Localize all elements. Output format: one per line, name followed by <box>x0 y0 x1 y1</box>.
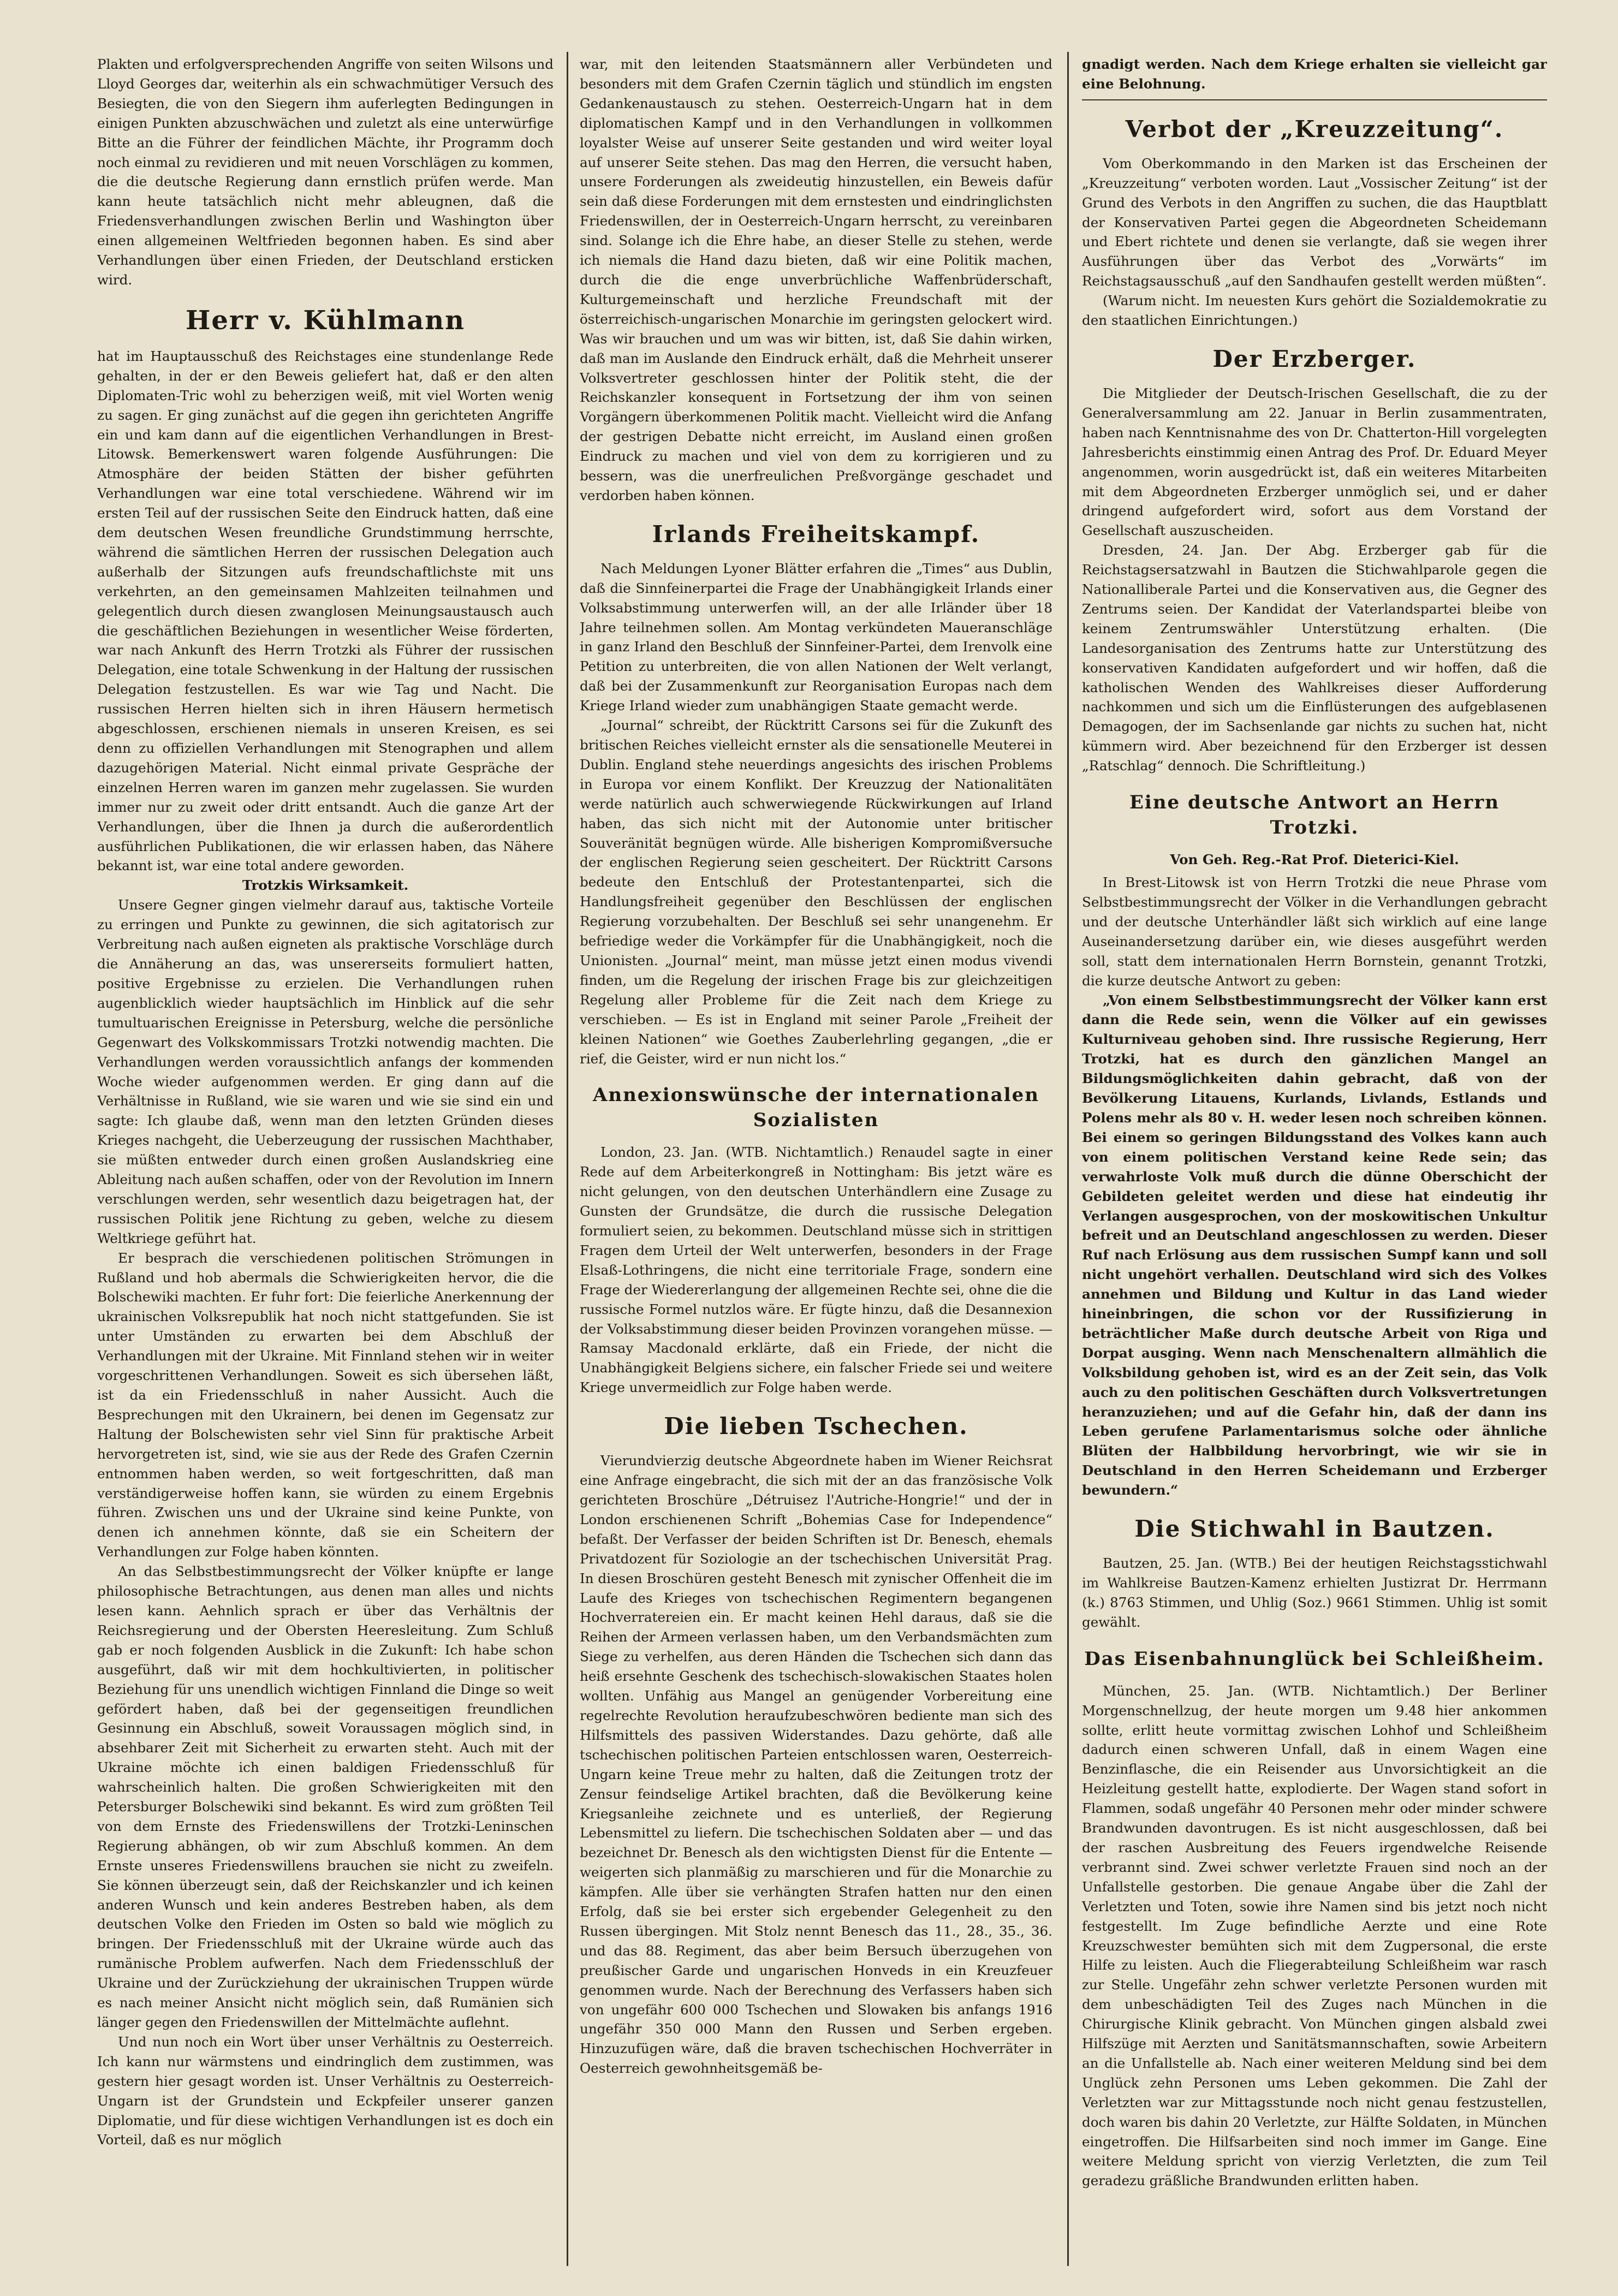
paragraph: London, 23. Jan. (WTB. Nichtamtlich.) Renaudel sagte in einer Rede auf dem Arbeiterkongreß in Nottingham: Bis jetzt wäre es nicht gelungen, von den deutschen Unterhändlern eine Zusage zu Gunsten der Grundsätze, die durch die russische Delegation formuliert seien, zu bekommen. Deutschland müsse sich in strittigen Fragen dem Urteil der Welt unterwerfen, besonders in der Frage Elsaß-Lothringens, die nicht eine territoriale Frage, sondern eine Frage der Wiedererlangung der allgemeinen Rechte sei, ohne die die russische Formel nutzlos wäre. Er fügte hinzu, daß die Desannexion der Volksabstimmung dieser beiden Provinzen vorangehen müsse. — Ramsay Macdonald erklärte, daß ein Friede, der nicht die Unabhängigkeit Belgiens sichere, ein falscher Friede sei und weitere Kriege unvermeidlich zur Folge haben werde. <box>580 1144 1052 1396</box>
headline-kreuzzeitung: Verbot der „Kreuzzeitung“. <box>1125 115 1504 142</box>
paragraph: München, 25. Jan. (WTB. Nichtamtlich.) Der Berliner Morgenschnellzug, der heute morgen um 9.48 hier ankommen sollte, erlitt heute vormittag zwischen Lohhof und Schleißheim dadurch einen schweren Unfall, daß in einem Wagen eine Benzinflasche, die ein Reisender aus Unvorsichtigkeit an die Heizleitung gestellt hatte, explodierte. Der Wagen stand sofort in Flammen, sodaß ungefähr 40 Personen mehr oder minder schwere Brandwunden davontrugen. Es ist nicht ausgeschlossen, daß bei der raschen Ausbreitung des Feuers irgendwelche Reisende verbrannt sind. Zwei schwer verletzte Frauen sind noch an der Unfallstelle gestorben. Die genaue Angabe über die Zahl der Verletzten und Toten, sowie ihre Namen sind bis jetzt noch nicht festgestellt. Im Zuge befindliche Aerzte und eine Rote Kreuzschwester bemühten sich mit dem Zugpersonal, die erste Hilfe zu leisten. Auch die Fliegerabteilung Schleißheim war rasch zur Stelle. Ungefähr zehn schwer verletzte Personen wurden mit dem unbeschädigten Teil des Zuges nach München in die Chirurgische Klinik gebracht. Von München gingen alsbald zwei Hilfszüge mit Aerzten und Sanitätsmannschaften, sowie Arbeitern an die Unfallstelle ab. Nach einer weiteren Meldung sind bei dem Unglück zehn Personen ums Leben gekommen. Die Zahl der Verletzten war zur Mittagsstunde noch nicht genau festzustellen, doch waren bis dahin 20 Verletzte, zur Hälfte Soldaten, in München eingetroffen. Die Hilfsarbeiten sind noch immer im Gange. Eine weitere Meldung spricht von vierzig Verletzten, die zum Teil geradezu gräßliche Brandwunden erlitten haben. <box>1082 1682 1547 2189</box>
paragraph: Vom Oberkommando in den Marken ist das Erscheinen der „Kreuzzeitung“ verboten worden. Laut „Vossischer Zeitung“ ist der Grund des Verbots in den Angriffen zu suchen, die das Hauptblatt der Konservativen Partei gegen die Abgeordneten Scheidemann und Ebert richtete und denen sie verlangte, daß sie wegen ihrer Ausführungen über das Verbot des „Vorwärts“ im Reichstagsausschuß „auf den Sandhaufen gestellt werden müßten“. <box>1082 155 1547 289</box>
column-rule <box>567 52 568 2266</box>
column-middle <box>580 55 1052 2263</box>
separator <box>1082 99 1547 100</box>
paragraph: „Journal“ schreibt, der Rücktritt Carsons sei für die Zukunft des britischen Reiches vielleicht ernster als die sensationelle Meuterei in Dublin. England stehe neuerdings angesichts des irischen Problems in Europa vor einem Konflikt. Der Kreuzzug der Nationalitäten werde natürlich auch schwerwiegende Rückwirkungen auf Irland haben, das sich nicht mit der Autonomie unter britischer Souveränität begnügen würde. Alle bisherigen Kompromißversuche der englischen Regierung seien gescheitert. Der Rücktritt Carsons bedeute den Entschluß der Protestantenpartei, sich die Handlungsfreiheit gegenüber den Beschlüssen der englischen Regierung vorzubehalten. Der Beschluß sei sehr unangenehm. Er befriedige weder die Vorkämpfer für die Unabhängigkeit, noch die Unionisten. „Journal“ meint, man müsse jetzt einen modus vivendi finden, um die Regelung der irischen Frage bis zur gleichzeitigen Regelung aller Probleme für die Zeit nach dem Kriege zu verschieben. — Es ist in England mit seiner Parole „Freiheit der kleinen Nationen“ wie Goethes Zauberlehrling gegangen, „die er rief, die Geister, wird er nun nicht los.“ <box>580 717 1052 1067</box>
headline-kuehlmann: Herr v. Kühlmann <box>185 305 466 336</box>
article-continuation: Plakten und erfolgversprechenden Angriffe von seiten Wilsons und Lloyd Georges dar, weiterhin als ein schwachmütiger Versuch des Besiegten, die von den Siegern ihm auferlegten Bedingungen in einigen Punkten abzuschwächen und zuletzt als eine unterwürfige Bitte an die Führer der feindlichen Mächte, ihr Programm doch noch einmal zu revidieren und mit neuen Vorschlägen zu kommen, die die deutsche Regierung dann ernstlich prüfen werde. Man kann heute tatsächlich nicht mehr ableugnen, daß die Friedensverhandlungen zwischen Berlin und Washington über einen allgemeinen Weltfrieden begonnen haben. Es sind aber Verhandlungen über einen Frieden, der Deutschland ersticken wird. <box>97 56 554 288</box>
paragraph: An das Selbstbestimmungsrecht der Völker knüpfte er lange philosophische Betrachtungen, aus denen man alles und nichts lesen kann. Aehnlich sprach er über das Verhältnis der Reichsregierung und der Obersten Heeresleitung. Zum Schluß gab er noch folgenden Ausblick in die Zukunft: Ich habe schon ausgeführt, daß wir mit dem hochkultivierten, in politischer Beziehung für uns unendlich wichtigen Finnland die Dinge so weit gefördert haben, daß bei der gegenseitigen freundlichen Gesinnung ein Abschluß, soweit Voraussagen möglich sind, in absehbarer Zeit mit Sicherheit zu erwarten steht. Auch mit der Ukraine möchte ich einen baldigen Friedensschluß für wahrscheinlich halten. Die großen Schwierigkeiten mit den Petersburger Bolschewiki sind bekannt. Es wird zum größten Teil von dem Ernste des Friedenswillens der Trotzki-Leninschen Regierung abhängen, ob wir zum Abschluß kommen. An dem Ernste unseres Friedenswillens brauchen sie nicht zu zweifeln. Sie können überzeugt sein, daß der Reichskanzler und ich keinen anderen Wunsch und kein anderes Bestreben haben, als dem deutschen Volke den Frieden im Osten so bald wie möglich zu bringen. Der Friedensschluß mit der Ukraine würde auch das rumänische Problem aufwerfen. Nach dem Friedensschluß der Ukraine und der Zurückziehung der ukrainischen Truppen würde es nach meiner Ansicht nicht möglich sein, daß Rumänien sich länger gegen den Friedenswillen der Mittelmächte auflehnt. <box>97 1563 554 2030</box>
column-left <box>97 55 554 2263</box>
headline-irland: Irlands Freiheitskampf. <box>652 520 980 548</box>
paragraph: Die Mitglieder der Deutsch-Irischen Gesellschaft, die zu der Generalversammlung am 22. Januar in Berlin zusammentraten, haben nach Kenntnisnahme des von Dr. Chatterton-Hill vorgelegten Jahresberichts einstimmig einen Antrag des Prof. Dr. Eduard Meyer angenommen, worin ausgedrückt ist, daß ein weiteres Mitarbeiten mit dem Abgeordneten Erzberger unmöglich sei, und er daher dringend aufgefordert wird, sofort aus dem Vorstand der Gesellschaft auszuscheiden. <box>1082 385 1547 539</box>
paragraph: Dresden, 24. Jan. Der Abg. Erzberger gab für die Reichstagsersatzwahl in Bautzen die Stichwahlparole gegen die Nationalliberale Partei und die Konservativen aus, die Gegner des Zentrums seien. Der Kandidat der Vaterlandspartei bleibe von keinem Zentrumswähler Unterstützung erhalten. (Die Landesorganisation des Zentrums hatte zur Unterstützung des konservativen Kandidaten aufgefordert und wir hoffen, daß die katholischen Wenden des Wahlkreises dieser Aufforderung nachkommen und sich um die Einflüsterungen des aufgeblasenen Demagogen, der im Sachsenlande gar nichts zu suchen hat, nicht kümmern wird. Aber bezeichnend für den Erzberger ist dessen „Ratschlag“ dennoch. Die Schriftleitung.) <box>1082 542 1547 774</box>
article-continuation: war, mit den leitenden Staatsmännern aller Verbündeten und besonders mit dem Grafen Czernin täglich und stündlich im engsten Gedankenaustausch zu stehen. Oesterreich-Ungarn hat in dem diplomatischen Kampf und in den Verhandlungen in vollkommen loyalster Weise auf unserer Seite gestanden und wird weiter loyal auf unserer Seite stehen. Das mag den Herren, die versucht haben, unsere Forderungen als zweideutig hinzustellen, ein Beweis dafür sein daß diese Forderungen mit dem ernstesten und eindringlichsten Friedenswillen, der in Oesterreich-Ungarn herrscht, zu vereinbaren sind. Solange ich die Ehre habe, an dieser Stelle zu stehen, werde ich niemals die Hand dazu bieten, daß wir eine Politik machen, durch die die enge unverbrüchliche Waffenbrüderschaft, Kulturgemeinschaft und herzliche Freundschaft mit der österreichisch-ungarischen Monarchie im geringsten gelockert wird. Was wir brauchen und um was wir bitten, ist, daß Sie dahin wirken, daß man im Auslande den Eindruck erhält, daß die Mehrheit unserer Volksvertreter geschlossen hinter der Politik steht, die der Reichskanzler konsequent in Fortsetzung der ihm von seinen Vorgängern überkommenen Politik macht. Vielleicht wird die Anfang der gestrigen Debatte nicht erreicht, im Ausland einen großen Eindruck zu machen und viel von dem zu korrigieren und zu bessern, was die unerfreulichen Preßvorgänge geschadet und verdorben haben können. <box>580 56 1052 503</box>
paragraph: Nach Meldungen Lyoner Blätter erfahren die „Times“ aus Dublin, daß die Sinnfeinerpartei die Frage der Unabhängigkeit Irlands einer Volksabstimmung unterwerfen will, an der alle Irländer über 18 Jahre teilnehmen sollen. Am Montag verkündeten Maueranschläge in ganz Irland den Beschluß der Sinnfeiner-Partei, dem Irenvolk eine Petition zu unterbreiten, die von allen Nationen der Welt verlangt, daß bei der Zusammenkunft zur Reorganisation Europas nach dem Kriege Irland wieder zum unabhängigen Staate gemacht werde. <box>580 560 1052 714</box>
byline: Von Geh. Reg.-Rat Prof. Dieterici-Kiel. <box>1170 852 1459 868</box>
paragraph: In Brest-Litowsk ist von Herrn Trotzki die neue Phrase vom Selbstbestimmungsrecht der Völker in die Verhandlungen gebracht und der deutsche Unterhändler läßt sich wirklich auf eine lange Auseinandersetzung darüber ein, wie dieses ausgeführt werden soll, statt dem internationalen Herrn Bornstein, genannt Trotzki, die kurze deutsche Antwort zu geben: <box>1082 875 1547 989</box>
headline-eisenbahnunglueck: Das Eisenbahnunglück bei Schleißheim. <box>1084 1647 1545 1670</box>
headline-stichwahl: Die Stichwahl in Bautzen. <box>1134 1515 1495 1543</box>
paragraph: Und nun noch ein Wort über unser Verhältnis zu Oesterreich. Ich kann nur wärmstens und eindringlich dem zustimmen, was gestern hier gesagt worden ist. Unser Verhältnis zu Oesterreich-Ungarn ist der Grundstein und Eckpfeiler unserer ganzen Diplomatie, und für diese wichtigen Verhandlungen ist es doch ein Vorteil, daß es nur möglich <box>97 2033 554 2148</box>
headline-tschechen: Die lieben Tschechen. <box>664 1413 968 1440</box>
paragraph: Bautzen, 25. Jan. (WTB.) Bei der heutigen Reichstagsstichwahl im Wahlkreise Bautzen-Kamenz erhielten Justizrat Dr. Herrmann (k.) 8763 Stimmen, und Uhlig (Soz.) 9661 Stimmen. Uhlig ist somit gewählt. <box>1082 1555 1547 1630</box>
headline-annexion: Annexionswünsche der internationalen Sozialisten <box>592 1084 1040 1132</box>
article-continuation: gnadigt werden. Nach dem Kriege erhalten sie vielleicht gar eine Belohnung. <box>1082 56 1547 92</box>
paragraph: Vierundvierzig deutsche Abgeordnete haben im Wiener Reichsrat eine Anfrage eingebracht, die sich mit der an das französische Volk gerichteten Broschüre „Détruisez l'Autriche-Hongrie!“ und der in London erschienenen Schrift „Bohemias Case for Independence“ befaßt. Der Verfasser der beiden Schriften ist Dr. Benesch, ehemals Privatdozent für Soziologie an der tschechischen Universität Prag. In diesen Broschüren gesteht Benesch mit zynischer Offenheit die im Laufe des Krieges von tschechischen Regimentern begangenen Hochverratereien ein. Er macht keinen Hehl daraus, daß sie die Reihen der Armeen verlassen haben, um den Verbandsmächten zum Siege zu verhelfen, aus deren Händen die Tschechen sich dann das heiß ersehnte Geschenk des tschechisch-slowakischen Staates holen wollten. Unfähig aus Mangel an genügender Vorbereitung eine regelrechte Revolution heraufzubeschwören bediente man sich des Hilfsmittels des passiven Widerstandes. Dazu gehörte, daß alle tschechischen politischen Parteien entschlossen waren, Oesterreich-Ungarn keine Treue mehr zu halten, daß die Zeitungen trotz der Zensur feindselige Artikel brachten, daß die Bevölkerung keine Kriegsanleihe zeichnete und es unterließ, der Regierung Lebensmittel zu liefern. Die tschechischen Soldaten aber — und das bezeichnet Dr. Benesch als den wichtigsten Dienst für die Entente — weigerten sich planmäßig zu marschieren und für die Monarchie zu kämpfen. Alle über sie verhängten Strafen hatten nur den einen Erfolg, daß sie bei erster sich ergebender Gelegenheit zu den Russen übergingen. Mit Stolz nennt Benesch das 11., 28., 35., 36. und das 88. Regiment, das aber beim Bersuch überzugehen von preußischer Garde und ungarischen Honveds in ein Kreuzfeuer genommen wurde. Nach der Berechnung des Verfassers haben sich von ungefähr 600 000 Tschechen und Slowaken bis anfangs 1916 ungefähr 350 000 Mann den Russen und Serben ergeben. Hinzuzufügen wäre, daß die braven tschechischen Hochverräter in Oesterreich gewohnheitsgemäß be- <box>580 1453 1052 2077</box>
column-rule <box>1067 52 1069 2266</box>
headline-erzberger: Der Erzberger. <box>1212 345 1417 372</box>
paragraph: hat im Hauptausschuß des Reichstages eine stundenlange Rede gehalten, in der er den Beweis geliefert hat, daß er den alten Diplomaten-Tric wohl zu beherzigen weiß, mit viel Worten wenig zu sagen. Er ging zunächst auf die gegen ihn gerichteten Angriffe ein und kam dann auf die eigentlichen Verhandlungen in Brest-Litowsk. Bemerkenswert waren folgende Ausführungen: Die Atmosphäre der beiden Stätten der bisher geführten Verhandlungen war eine total verschiedene. Während wir im ersten Teil auf der russischen Seite den Eindruck hatten, daß eine dem deutschen Wesen freundliche Grundstimmung herrschte, während die sämtlichen Herren der russischen Delegation auch außerhalb der Sitzungen aufs freundschaftlichste mit uns verkehrten, an den gemeinsamen Mahlzeiten teilnahmen und gelegentlich durch diesen zwanglosen Meinungsaustausch auch die geschäftlichen Beziehungen in wesentlicher Weise förderten, war nach Ankunft des Herrn Trotzki als Führer der russischen Delegation, eine totale Schwenkung in der Haltung der russischen Delegation festzustellen. Es war wie Tag und Nacht. Die russischen Herren hielten sich in ihren Häusern hermetisch abgeschlossen, erschienen niemals in unseren Kreisen, es sei denn zu offiziellen Verhandlungen mit Stenographen und allem dazugehörigen Material. Nicht einmal private Gespräche der einzelnen Herren waren im ganzen mehr zugelassen. Sie wurden immer nur zu zweit oder dritt entsandt. Auch die ganze Art der Verhandlungen, über die Ihnen ja durch die außerordentlich ausführlichen Publikationen, die wir erlassen haben, das Nähere bekannt ist, war eine total andere geworden. <box>97 348 554 874</box>
headline-antwort-trotzki: Eine deutsche Antwort an Herrn Trotzki. <box>1129 792 1500 839</box>
paragraph-quote: „Von einem Selbstbestimmungsrecht der Völker kann erst dann die Rede sein, wenn die Völker auf ein gewisses Kulturniveau gehoben sind. Ihre russische Regierung, Herr Trotzki, hat es durch den gänzlichen Mangel an Bildungsmöglichkeiten dahin gebracht, daß von der Bevölkerung Litauens, Kurlands, Livlands, Estlands und Polens mehr als 80 v. H. weder lesen noch schreiben können. Bei einem so geringen Bildungsstand des Volkes kann auch von einem politischen Verstand keine Rede sein; das verwahrloste Volk muß durch die dünne Oberschicht der Gebildeten geleitet werden und diese hat eindeutig ihr Verlangen ausgesprochen, von der moskowitischen Unkultur befreit und an Deutschland angeschlossen zu werden. Dieser Ruf nach Erlösung aus dem russischen Sumpf kann und soll nicht ungehört verhallen. Deutschland wird sich des Volkes annehmen und Bildung und Kultur in das Land wieder hineinbringen, die schon vor der Russifizierung in beträchtlicher Maße durch deutsche Arbeit von Riga und Dorpat ausging. Wenn nach Menschenaltern allmählich die Volksbildung gehoben ist, wird es an der Zeit sein, das Volk auch zu den politischen Geschäften durch Volksvertretungen heranzuziehen; und auf die Gefahr hin, daß der dann ins Leben gerufene Parlamentarismus solche oder ähnliche Blüten der Halbbildung hervorbringt, wie wir sie in Deutschland in den Herren Scheidemann und Erzberger bewundern.“ <box>1082 992 1547 1498</box>
column-right <box>1082 55 1547 2263</box>
subheading-trotzki: Trotzkis Wirksamkeit. <box>242 877 409 894</box>
paragraph: Unsere Gegner gingen vielmehr darauf aus, taktische Vorteile zu erringen und Punkte zu gewinnen, die sich agitatorisch zur Verbreitung nach außen eigneten als praktische Vorschläge durch die Annäherung an das, was unsererseits formuliert hatten, positive Ergebnisse zu erzielen. Die Verhandlungen ruhen augenblicklich wieder hauptsächlich im Hinblick auf die sehr tumultuarischen Ereignisse in Petersburg, welche die persönliche Gegenwart des Volkskommissars Trotzki notwendig machten. Die Verhandlungen werden voraussichtlich anfangs der kommenden Woche wieder aufgenommen werden. Er ging dann auf die Verhältnisse in Rußland, wie sie waren und wie sie sind ein und sagte: Ich glaube daß, wenn man den letzten Gründen dieses Krieges nachgeht, die Ueberzeugung der russischen Machthaber, sie müßten entweder durch einen großen Auslandskrieg eine Ableitung nach außen schaffen, oder von der Revolution im Innern verschlungen werden, sehr wesentlich dazu beigetragen hat, der russischen Politik jene Richtung zu geben, welche zu diesem Weltkriege geführt hat. <box>97 897 554 1246</box>
paragraph: (Warum nicht. Im neuesten Kurs gehört die Sozialdemokratie zu den staatlichen Einrichtungen.) <box>1082 293 1547 329</box>
paragraph: Er besprach die verschiedenen politischen Strömungen in Rußland und hob abermals die Schwierigkeiten hervor, die die Bolschewiki machten. Er fuhr fort: Die feierliche Anerkennung der ukrainischen Volksrepublik hat noch nicht stattgefunden. Sie ist unter Umständen zu erwarten bei dem Abschluß der Verhandlungen mit der Ukraine. Mit Finnland stehen wir in weiter vorgeschrittenen Verhandlungen. Soweit es sich übersehen läßt, ist da ein Friedensschluß in naher Aussicht. Auch die Besprechungen mit den Ukrainern, bei denen im Gegensatz zur Haltung der Bolschewisten sehr viel Sinn für praktische Arbeit hervorgetreten ist, sind, wie sie aus der Rede des Grafen Czernin entnommen haben werden, so weit fortgeschritten, daß man verständigerweise hoffen kann, sie würden zu einem Ergebnis führen. Zwischen uns und der Ukraine sind keine Punkte, von denen ich annehmen könnte, daß sie ein Scheitern der Verhandlungen zur Folge haben könnten. <box>97 1250 554 1560</box>
